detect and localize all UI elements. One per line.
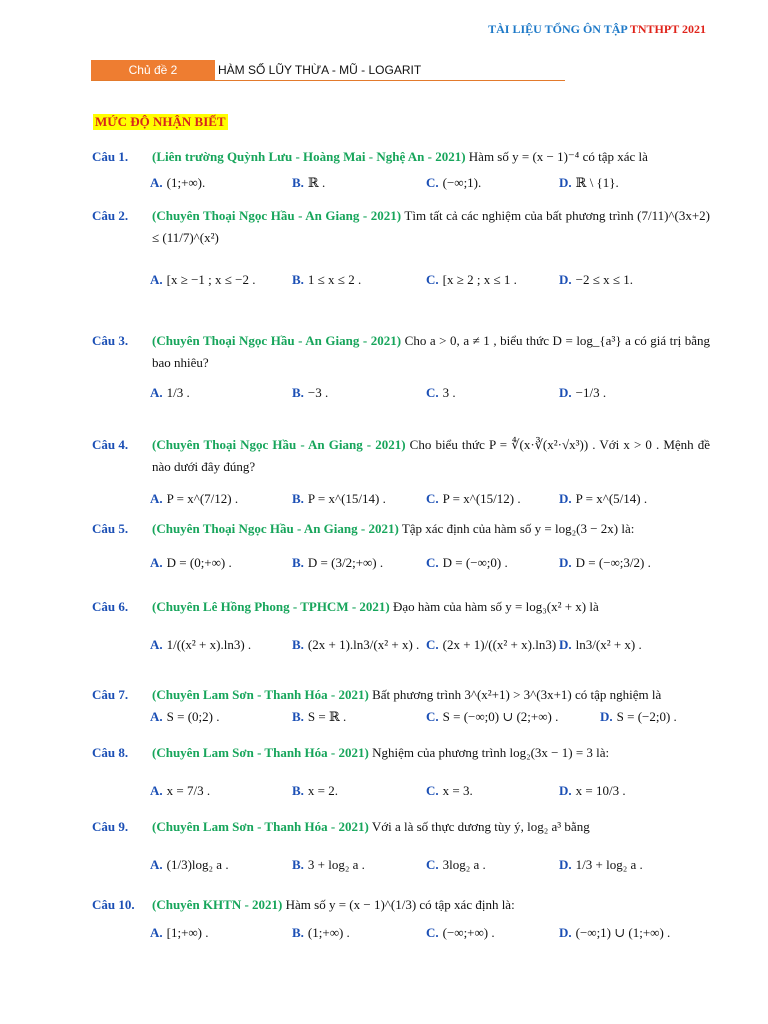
option-letter: D. — [559, 925, 572, 940]
option-c — [426, 778, 473, 804]
question-text: Với a là số thực dương tùy ý, log₂ a³ bằng — [371, 819, 590, 834]
question-source: (Chuyên KHTN - 2021) — [152, 897, 283, 912]
option-letter: B. — [292, 783, 304, 798]
option-text: P = x^(7/12) . — [166, 491, 239, 506]
question-number: Câu 6. — [92, 599, 129, 614]
option-a — [150, 550, 232, 576]
question-9 — [92, 816, 710, 878]
options-row — [92, 778, 710, 804]
option-letter: A. — [150, 783, 163, 798]
option-d — [559, 550, 651, 576]
question-stem — [92, 205, 710, 249]
question-source: (Chuyên Lam Sơn - Thanh Hóa - 2021) — [152, 687, 369, 702]
option-text: D = (−∞;3/2) . — [575, 555, 651, 570]
option-letter: D. — [559, 272, 572, 287]
option-b — [292, 852, 365, 878]
option-letter: A. — [150, 272, 163, 287]
option-letter: A. — [150, 637, 163, 652]
question-text: Cho biểu thức P = ∜(x·∛(x²·√x³)) . Với x > 0 . Mệnh đề nào dưới đây đúng? — [152, 437, 711, 474]
option-letter: A. — [150, 385, 163, 400]
option-letter: D. — [559, 491, 572, 506]
option-text: P = x^(15/12) . — [442, 491, 521, 506]
question-5 — [92, 518, 710, 576]
question-7 — [92, 684, 710, 730]
option-text: −1/3 . — [575, 385, 607, 400]
option-c — [426, 920, 495, 946]
option-text: 1/3 . — [166, 385, 190, 400]
option-letter: A. — [150, 709, 163, 724]
option-d — [559, 486, 647, 512]
option-text: x = 3. — [442, 783, 473, 798]
question-stem — [92, 816, 710, 838]
option-letter: C. — [426, 709, 439, 724]
option-letter: C. — [426, 857, 439, 872]
option-text: D = (−∞;0) . — [442, 555, 508, 570]
option-letter: C. — [426, 175, 439, 190]
question-stem — [92, 518, 710, 540]
option-letter: B. — [292, 857, 304, 872]
option-letter: D. — [559, 385, 572, 400]
question-2 — [92, 205, 710, 293]
option-letter: C. — [426, 637, 439, 652]
question-number: Câu 3. — [92, 333, 129, 348]
option-text: [x ≥ −1 ; x ≤ −2 . — [166, 272, 256, 287]
option-b — [292, 704, 346, 730]
option-letter: C. — [426, 272, 439, 287]
option-letter: D. — [559, 175, 572, 190]
option-letter: A. — [150, 857, 163, 872]
option-text: [x ≥ 2 ; x ≤ 1 . — [442, 272, 517, 287]
option-a — [150, 778, 210, 804]
question-source: (Chuyên Lê Hồng Phong - TPHCM - 2021) — [152, 599, 390, 614]
option-c — [426, 170, 481, 196]
option-a — [150, 704, 219, 730]
option-c — [426, 267, 517, 293]
question-text: Nghiệm của phương trình log₂(3x − 1) = 3 là: — [372, 745, 610, 760]
option-letter: B. — [292, 272, 304, 287]
option-letter: C. — [426, 783, 439, 798]
question-number: Câu 2. — [92, 208, 129, 223]
question-number: Câu 7. — [92, 687, 129, 702]
question-text: Hàm số y = (x − 1)⁻⁴ có tập xác là — [468, 149, 648, 164]
topic-label: Chủ đề 2 — [91, 60, 215, 80]
option-text: (1;+∞) . — [307, 925, 350, 940]
question-source: (Chuyên Thoại Ngọc Hầu - An Giang - 2021) — [152, 437, 406, 452]
option-b — [292, 170, 325, 196]
options-row — [92, 632, 710, 658]
question-number: Câu 8. — [92, 745, 129, 760]
option-c — [426, 852, 486, 878]
option-letter: C. — [426, 385, 439, 400]
question-stem — [92, 684, 710, 706]
option-text: D = (3/2;+∞) . — [307, 555, 384, 570]
header-prefix: TÀI LIỆU TỔNG ÔN TẬP — [488, 22, 628, 36]
option-text: S = ℝ . — [307, 709, 347, 724]
option-text: [1;+∞) . — [166, 925, 209, 940]
option-text: P = x^(15/14) . — [307, 491, 386, 506]
question-source: (Chuyên Thoại Ngọc Hầu - An Giang - 2021) — [152, 208, 402, 223]
header-highlight: TNTHPT 2021 — [629, 22, 706, 36]
question-4 — [92, 434, 710, 512]
option-letter: A. — [150, 555, 163, 570]
option-letter: C. — [426, 925, 439, 940]
option-text: S = (−2;0) . — [616, 709, 677, 724]
option-d — [559, 170, 619, 196]
topic-title: HÀM SỐ LŨY THỪA - MŨ - LOGARIT — [218, 63, 422, 77]
question-8 — [92, 742, 710, 804]
option-b — [292, 632, 419, 658]
question-6 — [92, 596, 710, 658]
option-text: 1/((x² + x).ln3) . — [166, 637, 252, 652]
option-text: (1;+∞). — [166, 175, 206, 190]
option-letter: A. — [150, 491, 163, 506]
question-number: Câu 4. — [92, 437, 129, 452]
option-a — [150, 632, 251, 658]
question-number: Câu 10. — [92, 897, 135, 912]
option-b — [292, 550, 383, 576]
question-source: (Chuyên Lam Sơn - Thanh Hóa - 2021) — [152, 819, 369, 834]
option-b — [292, 267, 361, 293]
question-number: Câu 1. — [92, 149, 129, 164]
question-stem — [92, 894, 710, 916]
question-text: Đạo hàm của hàm số y = log₃(x² + x) là — [393, 599, 599, 614]
option-c — [426, 632, 563, 658]
option-text: (2x + 1).ln3/(x² + x) . — [307, 637, 420, 652]
option-a — [150, 920, 209, 946]
option-d — [559, 632, 642, 658]
option-letter: D. — [559, 637, 572, 652]
option-text: 3 . — [442, 385, 456, 400]
option-text: P = x^(5/14) . — [575, 491, 648, 506]
option-c — [426, 704, 558, 730]
options-row — [92, 852, 710, 878]
option-text: x = 10/3 . — [575, 783, 626, 798]
option-b — [292, 778, 338, 804]
option-c — [426, 380, 456, 406]
question-stem — [92, 742, 710, 764]
option-c — [426, 550, 508, 576]
question-number: Câu 9. — [92, 819, 129, 834]
option-letter: D. — [559, 857, 572, 872]
question-source: (Chuyên Lam Sơn - Thanh Hóa - 2021) — [152, 745, 369, 760]
option-text: ℝ . — [307, 175, 326, 190]
option-letter: B. — [292, 709, 304, 724]
options-row — [92, 267, 710, 293]
option-a — [150, 267, 256, 293]
option-letter: B. — [292, 491, 304, 506]
option-letter: D. — [600, 709, 613, 724]
option-text: x = 7/3 . — [166, 783, 211, 798]
option-letter: C. — [426, 491, 439, 506]
option-text: S = (−∞;0) ∪ (2;+∞) . — [442, 709, 559, 724]
option-b — [292, 920, 350, 946]
question-text: Cho a > 0, a ≠ 1 , biểu thức D = log_{a³} a có giá trị bằng bao nhiêu? — [152, 333, 711, 370]
question-source: (Liên trường Quỳnh Lưu - Hoàng Mai - Nghệ An - 2021) — [152, 149, 466, 164]
option-letter: B. — [292, 385, 304, 400]
options-row — [92, 170, 710, 196]
option-a — [150, 486, 238, 512]
question-text: Bất phương trình 3^(x²+1) > 3^(3x+1) có tập nghiệm là — [372, 687, 662, 702]
option-b — [292, 486, 386, 512]
question-text: Tập xác định của hàm số y = log₂(3 − 2x) là: — [401, 521, 635, 536]
options-row — [92, 704, 710, 730]
question-number: Câu 5. — [92, 521, 129, 536]
option-text: 1 ≤ x ≤ 2 . — [307, 272, 362, 287]
question-10 — [92, 894, 710, 946]
option-text: (−∞;1). — [442, 175, 482, 190]
option-letter: B. — [292, 637, 304, 652]
options-row — [92, 380, 710, 406]
option-text: (2x + 1)/((x² + x).ln3) . — [442, 637, 563, 652]
options-row — [92, 486, 710, 512]
option-c — [426, 486, 521, 512]
option-text: (1/3)log₂ a . — [166, 857, 229, 872]
option-d — [559, 267, 633, 293]
option-letter: D. — [559, 783, 572, 798]
question-stem — [92, 330, 710, 374]
option-a — [150, 380, 190, 406]
option-letter: B. — [292, 555, 304, 570]
option-letter: A. — [150, 175, 163, 190]
question-1 — [92, 146, 710, 196]
topic-bar — [91, 60, 565, 81]
level-heading: MỨC ĐỘ NHẬN BIẾT — [95, 114, 226, 129]
options-row — [92, 920, 710, 946]
option-text: D = (0;+∞) . — [166, 555, 232, 570]
option-letter: B. — [292, 175, 304, 190]
question-source: (Chuyên Thoại Ngọc Hầu - An Giang - 2021) — [152, 521, 399, 536]
question-stem — [92, 434, 710, 478]
option-text: ℝ \ {1}. — [575, 175, 619, 190]
option-letter: A. — [150, 925, 163, 940]
option-d — [559, 920, 670, 946]
document-header — [488, 22, 706, 37]
option-d — [559, 852, 643, 878]
option-d — [559, 778, 626, 804]
question-3 — [92, 330, 710, 406]
option-text: 3 + log₂ a . — [307, 857, 365, 872]
option-text: (−∞;1) ∪ (1;+∞) . — [575, 925, 671, 940]
option-b — [292, 380, 328, 406]
option-text: 1/3 + log₂ a . — [575, 857, 643, 872]
option-text: ln3/(x² + x) . — [575, 637, 642, 652]
question-stem — [92, 596, 710, 618]
option-letter: D. — [559, 555, 572, 570]
option-d — [559, 380, 606, 406]
option-text: x = 2. — [307, 783, 339, 798]
option-text: (−∞;+∞) . — [442, 925, 495, 940]
option-text: S = (0;2) . — [166, 709, 220, 724]
question-text: Tìm tất cả các nghiệm của bất phương trình (7/11)^(3x+2) ≤ (11/7)^(x²) — [152, 208, 711, 245]
option-text: 3log₂ a . — [442, 857, 486, 872]
option-d — [600, 704, 677, 730]
option-a — [150, 852, 229, 878]
option-text: −3 . — [307, 385, 329, 400]
option-a — [150, 170, 205, 196]
question-text: Hàm số y = (x − 1)^(1/3) có tập xác định là: — [285, 897, 515, 912]
options-row — [92, 550, 710, 576]
option-text: −2 ≤ x ≤ 1. — [575, 272, 633, 287]
question-stem — [92, 146, 710, 168]
option-letter: C. — [426, 555, 439, 570]
option-letter: B. — [292, 925, 304, 940]
question-source: (Chuyên Thoại Ngọc Hầu - An Giang - 2021) — [152, 333, 402, 348]
